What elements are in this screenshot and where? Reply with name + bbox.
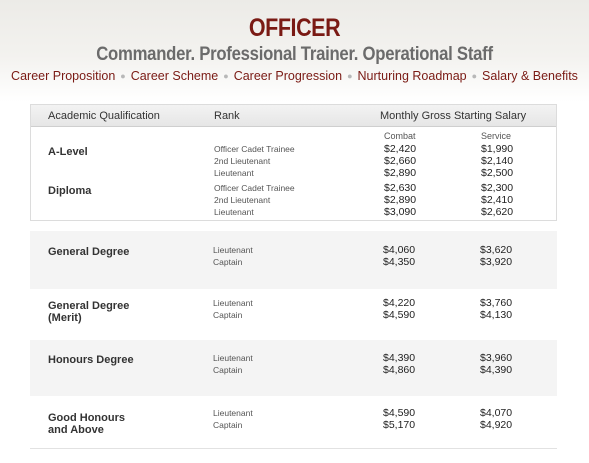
- row-qualification: Honours Degree: [48, 354, 134, 366]
- row-ranks: Officer Cadet Trainee 2nd Lieutenant Lieutenant: [214, 144, 295, 178]
- nav-separator-icon: ●: [471, 71, 478, 81]
- row-combat-values: $4,390 $4,860: [383, 352, 416, 376]
- nav-career-proposition[interactable]: Career Proposition: [11, 69, 116, 83]
- row-combat-values: $4,060 $4,350: [383, 244, 416, 268]
- row-ranks: Lieutenant Captain: [213, 245, 253, 267]
- row-ranks: Lieutenant Captain: [213, 353, 253, 375]
- nav-separator-icon: ●: [347, 71, 353, 81]
- section-nav: [0, 69, 589, 83]
- page-title: OFFICER: [248, 14, 341, 42]
- header-qualification: Academic Qualification: [48, 110, 160, 122]
- row-combat-values: $2,420 $2,660 $2,890: [384, 143, 417, 179]
- subheader-combat: Combat: [384, 131, 416, 141]
- table-header-row: [31, 105, 556, 127]
- header-rank: Rank: [214, 110, 240, 122]
- row-qualification: Good Honours and Above: [48, 412, 125, 436]
- row-combat-values: $2,630 $2,890 $3,090: [384, 182, 417, 218]
- row-service-values: $3,620 $3,920: [480, 244, 513, 268]
- row-band: [30, 231, 557, 289]
- row-combat-values: $4,220 $4,590: [383, 297, 416, 321]
- row-qualification: General Degree (Merit): [48, 300, 130, 324]
- page-subtitle: Commander. Professional Trainer. Operational Staff: [96, 44, 493, 65]
- row-ranks: Officer Cadet Trainee 2nd Lieutenant Lieutenant: [214, 183, 295, 217]
- nav-nurturing-roadmap[interactable]: Nurturing Roadmap: [357, 69, 467, 83]
- row-ranks: Lieutenant Captain: [213, 298, 253, 320]
- row-service-values: $2,300 $2,410 $2,620: [481, 182, 514, 218]
- row-combat-values: $4,590 $5,170: [383, 407, 416, 431]
- row-service-values: $1,990 $2,140 $2,500: [481, 143, 514, 179]
- nav-separator-icon: ●: [223, 71, 229, 81]
- row-qualification: General Degree: [48, 246, 130, 258]
- row-service-values: $3,960 $4,390: [480, 352, 513, 376]
- nav-career-scheme[interactable]: Career Scheme: [130, 69, 219, 83]
- nav-career-progression[interactable]: Career Progression: [233, 69, 343, 83]
- salary-table-top: [30, 104, 557, 221]
- row-service-values: $3,760 $4,130: [480, 297, 513, 321]
- row-qualification: Diploma: [48, 185, 92, 197]
- nav-salary-benefits[interactable]: Salary & Benefits: [482, 69, 578, 83]
- row-band: [30, 340, 557, 396]
- subheader-service: Service: [481, 131, 512, 141]
- nav-separator-icon: ●: [120, 71, 126, 81]
- header-salary: Monthly Gross Starting Salary: [380, 110, 527, 122]
- row-service-values: $4,070 $4,920: [480, 407, 513, 431]
- row-ranks: Lieutenant Captain: [213, 408, 253, 430]
- table-bottom-divider: [30, 448, 557, 449]
- row-qualification: A-Level: [48, 146, 88, 158]
